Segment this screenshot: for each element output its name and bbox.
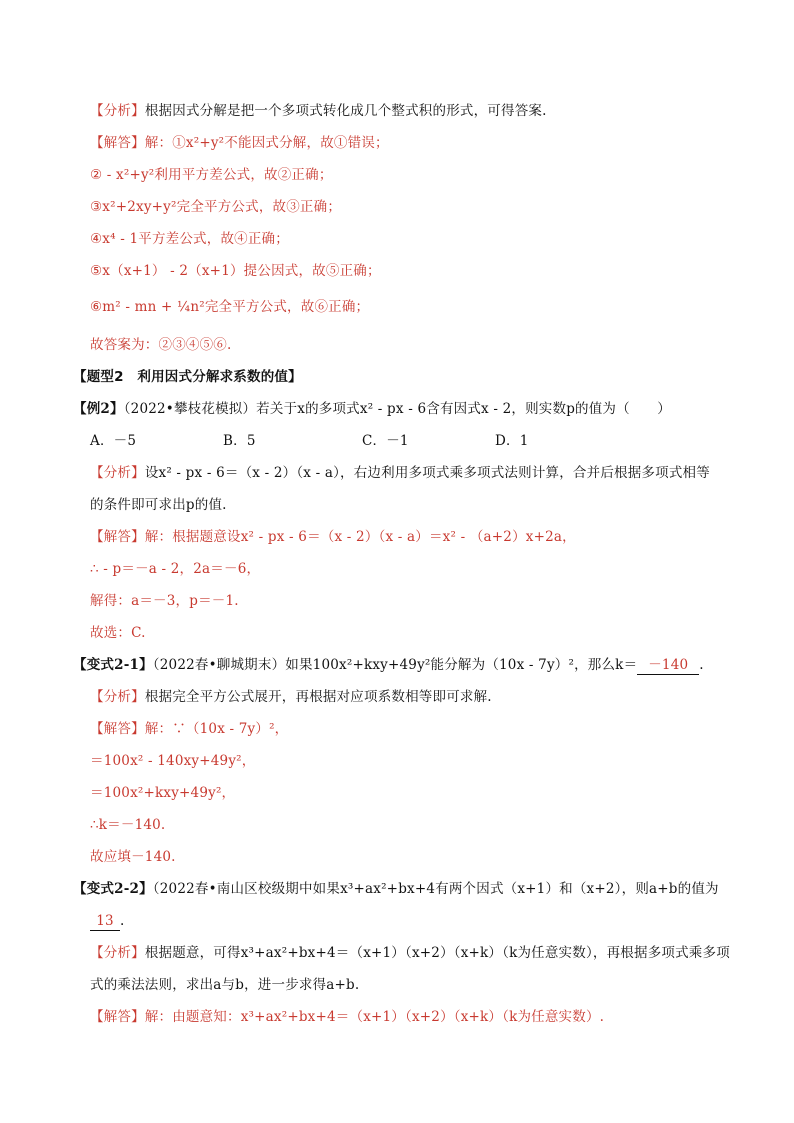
analysis-tag: 【分析】	[90, 103, 145, 119]
option-a: A．－5	[90, 433, 137, 449]
option-c: C．－1	[362, 433, 409, 449]
option-b: B．5	[223, 433, 256, 449]
option-d: D．1	[495, 433, 529, 449]
variant21-stem	[73, 656, 704, 675]
solution-tag: 【解答】	[90, 529, 145, 545]
solution-step-4: ④x⁴ - 1平方差公式，故④正确；	[90, 231, 289, 247]
analysis-text: 设x² - px - 6＝（x - 2）（x - a），右边利用多项式乘多项式法则计算，合并后根据多项式相等	[144, 465, 710, 481]
example2-stem-text: （2022•攀枝花模拟）若关于x的多项式x² - px - 6含有因式x - 2，则实数p的值为（ ）	[123, 401, 671, 417]
variant21-tag: 【变式2-1】	[73, 657, 153, 673]
variant22-analysis-2: 式的乘法法则，求出a与b，进一步求得a+b.	[90, 977, 360, 993]
example2-analysis-1	[90, 464, 710, 482]
solution-step-5: ⑤x（x+1） - 2（x+1）提公因式，故⑤正确；	[90, 263, 381, 279]
variant22-solution-1	[90, 1008, 604, 1026]
variant21-solution-4: ∴k＝－140.	[90, 817, 166, 833]
variant22-stem-text: （2022春•南山区校级期中如果x³+ax²+bx+4有两个因式（x+1）和（x+2），则a+b的值为	[152, 881, 719, 897]
solution-text: 解：∵（10x - 7y）²，	[144, 721, 289, 737]
solution-step-3: ③x²+2xy+y²完全平方公式，故③正确；	[90, 199, 342, 215]
example2-solution-2: ∴ - p＝－a - 2，2a＝－6，	[90, 561, 261, 577]
example2-stem	[73, 400, 671, 418]
solution-line	[90, 134, 389, 152]
variant21-solution-5: 故应填－140.	[90, 849, 176, 865]
variant22-stem-2	[90, 912, 125, 931]
analysis-text: 根据题意，可得x³+ax²+bx+4＝（x+1）（x+2）（x+k）（k为任意实数），再根据多项式乘多项	[144, 945, 730, 961]
solution-text: 解：①x²+y²不能因式分解，故①错误；	[144, 135, 389, 151]
example2-solution-3: 解得：a＝－3，p＝－1.	[90, 593, 239, 609]
solution-tag: 【解答】	[90, 721, 145, 737]
answer-blank: 13	[90, 912, 120, 931]
analysis-tag: 【分析】	[90, 465, 145, 481]
solution-text: 解：根据题意设x² - px - 6＝（x - 2）（x - a）＝x² - （a+2）x+2a，	[144, 529, 576, 545]
answer-blank: －140	[637, 656, 699, 675]
solution-step-6: ⑥m² - mn + ¼n²完全平方公式，故⑥正确；	[90, 299, 370, 315]
stem-end: .	[699, 657, 704, 673]
solution-step-2: ② - x²+y²利用平方差公式，故②正确；	[90, 167, 333, 183]
example2-analysis-2: 的条件即可求出p的值.	[90, 497, 227, 513]
stem-end: .	[120, 913, 125, 929]
variant22-analysis-1	[90, 944, 730, 962]
variant21-analysis	[90, 688, 492, 706]
solution-tag: 【解答】	[90, 1009, 145, 1025]
example2-options	[90, 432, 610, 450]
analysis-tag: 【分析】	[90, 689, 145, 705]
example2-tag: 【例2】	[73, 401, 124, 417]
analysis-text: 根据完全平方公式展开，再根据对应项系数相等即可求解.	[144, 689, 492, 705]
example2-solution-1	[90, 528, 576, 546]
variant21-stem-text: （2022春•聊城期末）如果100x²+kxy+49y²能分解为（10x - 7y）²，那么k＝	[152, 657, 638, 673]
variant21-solution-2: ＝100x² - 140xy+49y²，	[90, 753, 256, 769]
variant21-solution-3: ＝100x²+kxy+49y²，	[90, 785, 236, 801]
analysis-tag: 【分析】	[90, 945, 145, 961]
variant22-stem-1	[73, 880, 719, 898]
solution-tag: 【解答】	[90, 135, 145, 151]
section-title: 【题型2 利用因式分解求系数的值】	[73, 369, 302, 385]
analysis-text: 根据因式分解是把一个多项式转化成几个整式积的形式，可得答案.	[144, 103, 547, 119]
solution-text: 解：由题意知：x³+ax²+bx+4＝（x+1）（x+2）（x+k）（k为任意实数）.	[144, 1009, 605, 1025]
analysis-line	[90, 102, 547, 120]
example2-solution-4: 故选：C.	[90, 625, 146, 641]
variant21-solution-1	[90, 720, 288, 738]
variant22-tag: 【变式2-2】	[73, 881, 153, 897]
answer-line: 故答案为：②③④⑤⑥.	[90, 337, 232, 353]
